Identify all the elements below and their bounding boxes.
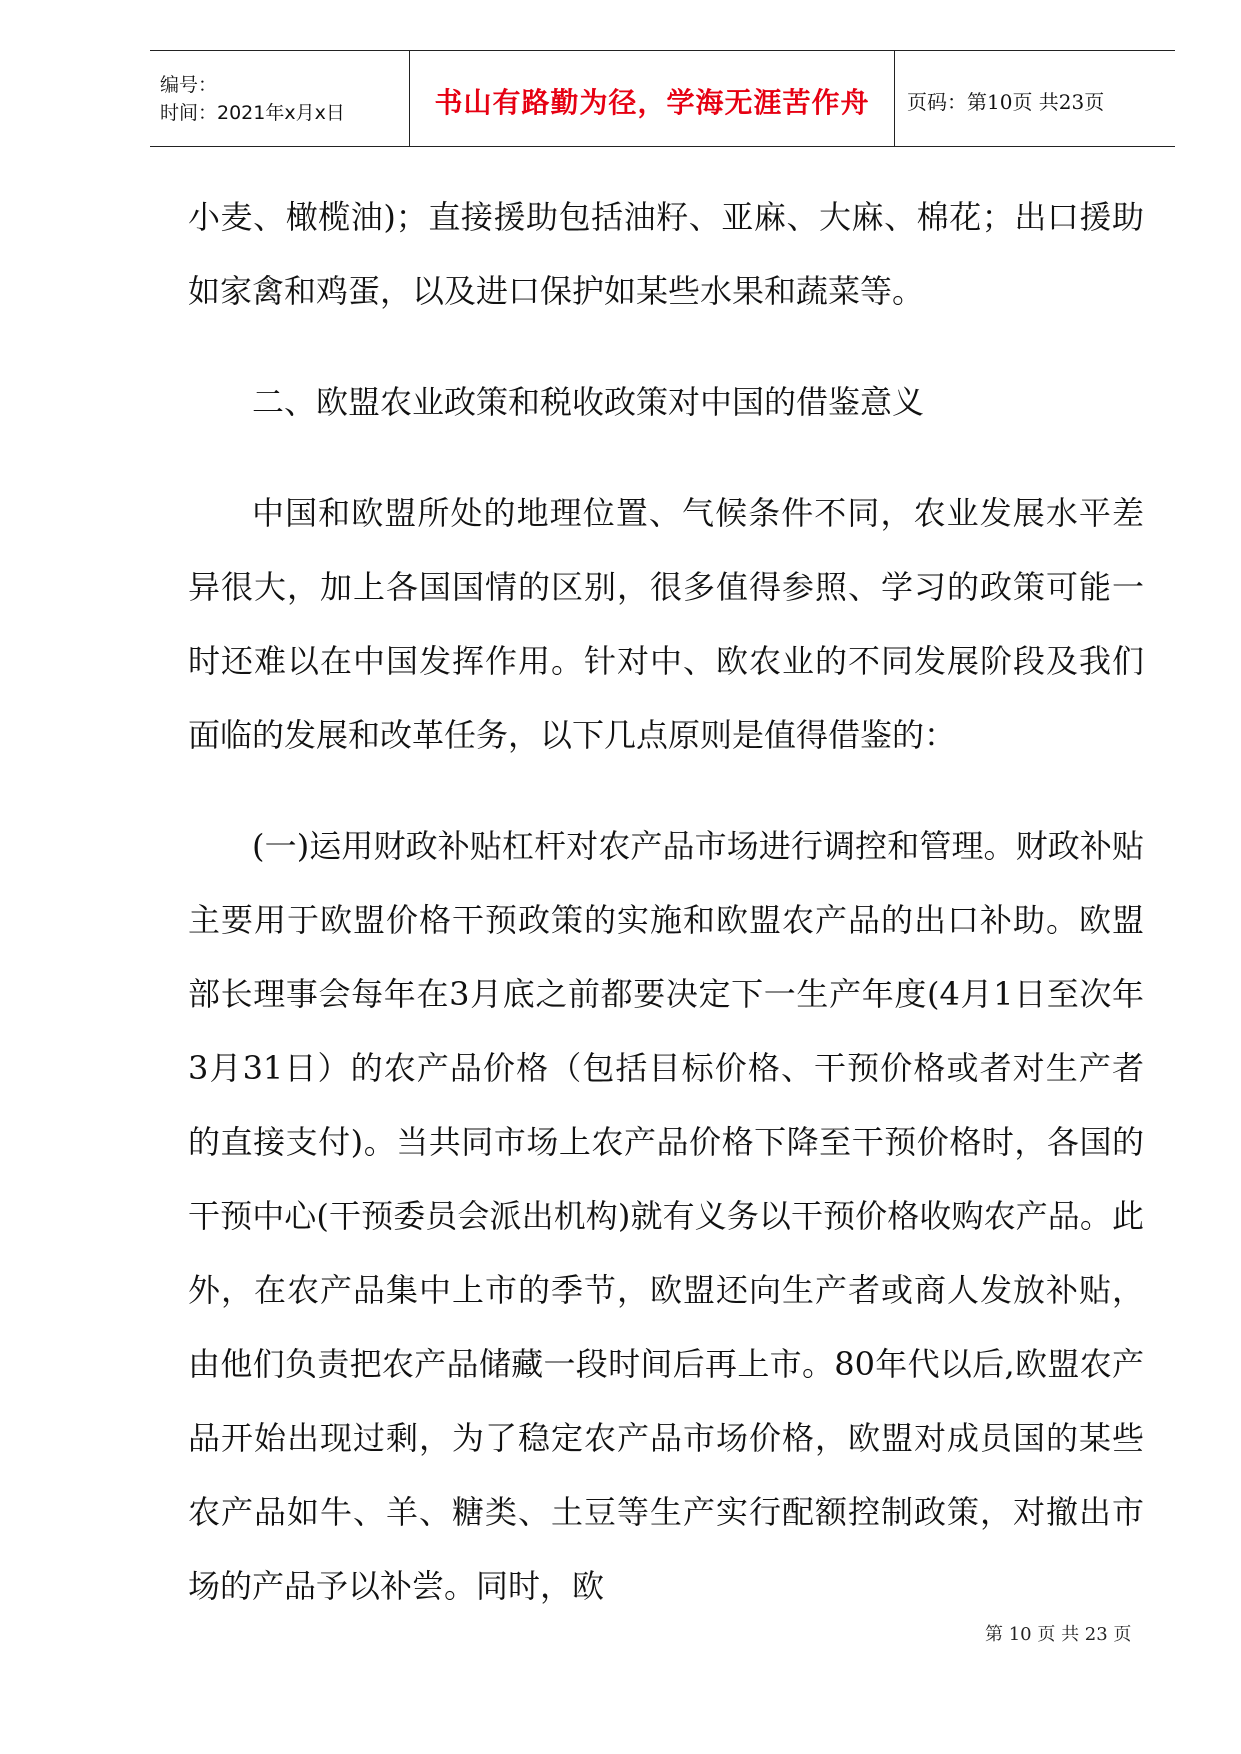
header-motto-cell: [410, 51, 895, 146]
header-page-cell: [895, 51, 1175, 146]
header-meta: [150, 51, 410, 146]
section-heading: 二、欧盟农业政策和税收政策对中国的借鉴意义: [252, 383, 925, 421]
body-paragraph: 中国和欧盟所处的地理位置、气候条件不同，农业发展水平差异很大，加上各国国情的区别，很多值得参照、学习的政策可能一时还难以在中国发挥作用。针对中、欧农业的不同发展阶段及我们面临的发展和改革任务，以下几点原则是值得借鉴的：: [188, 494, 1144, 754]
body-paragraph: 小麦、橄榄油)；直接援助包括油籽、亚麻、大麻、棉花；出口援助如家禽和鸡蛋，以及进口保护如某些水果和蔬菜等。: [188, 198, 1144, 310]
header-page-info: 页码：第10页 共23页: [907, 90, 1105, 114]
page-footer: 第 10 页 共 23 页: [985, 1624, 1132, 1645]
header-motto: 书山有路勤为径，学海无涯苦作舟: [434, 85, 870, 119]
document-number-label: 编号：: [160, 73, 218, 96]
document-date: 时间：2021年x月x日: [160, 101, 345, 124]
body-paragraph: (一)运用财政补贴杠杆对农产品市场进行调控和管理。财政补贴主要用于欧盟价格干预政策的实施和欧盟农产品的出口补助。欧盟部长理事会每年在3月底之前都要决定下一生产年度(4月1日至次年3月31日）的农产品价格（包括目标价格、干预价格或者对生产者的直接支付)。当共同市场上农产品价格下降至干预价格时，各国的干预中心(干预委员会派出机构)就有义务以干预价格收购农产品。此外，在农产品集中上市的季节，欧盟还向生产者或商人发放补贴，由他们负责把农产品储藏一段时间后再上市。80年代以后,欧盟农产品开始出现过剩，为了稳定农产品市场价格，欧盟对成员国的某些农产品如牛、羊、糖类、土豆等生产实行配额控制政策，对撤出市场的产品予以补尝。同时，欧: [188, 827, 1144, 1605]
document-body: [188, 180, 1144, 1623]
page-header: [150, 50, 1175, 147]
